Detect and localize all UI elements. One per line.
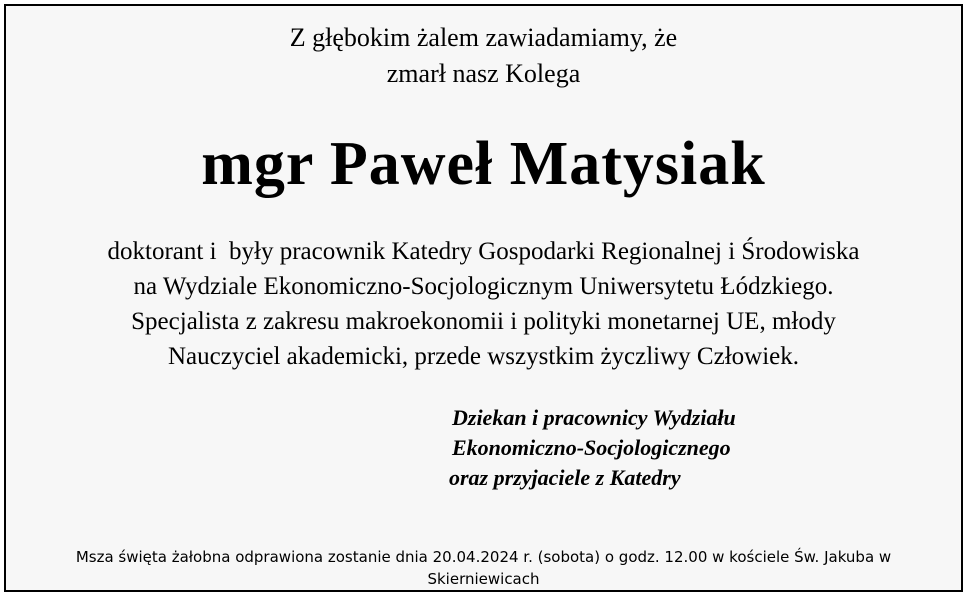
description-line-2: na Wydziale Ekonomiczno-Socjologicznym Uniwersytetu Łódzkiego. [133,273,834,300]
intro-line-1: Z głębokim żalem zawiadamiamy, że [289,23,678,52]
signature-line-1: Dziekan i pracownicy Wydziału [452,405,736,430]
mass-info [26,546,941,590]
signature-block [449,403,872,493]
deceased-name: mgr Paweł Matysiak [201,130,766,198]
intro-line-2: zmarł nasz Kolega [386,59,581,88]
signature-line-3: oraz przyjaciele z Katedry [449,465,681,490]
description-line-1: doktorant i były pracownik Katedry Gospodarki Regionalnej i Środowiska [107,238,860,265]
intro-text [6,20,961,92]
obituary-notice [4,4,963,592]
mass-info-line-1: Msza święta żałobna odprawiona zostanie dnia 20.04.2024 r. (sobota) o godz. 12.00 w kościele Św. Jakuba w [75,548,892,566]
mass-info-line-2: Skierniewicach [427,570,540,588]
signature-line-2: Ekonomiczno-Socjologicznego [452,435,731,460]
description-line-4: Nauczyciel akademicki, przede wszystkim życzliwy Człowiek. [167,343,799,370]
description-text [6,234,961,374]
description-line-3: Specjalista z zakresu makroekonomii i polityki monetarnej UE, młody [131,308,836,335]
